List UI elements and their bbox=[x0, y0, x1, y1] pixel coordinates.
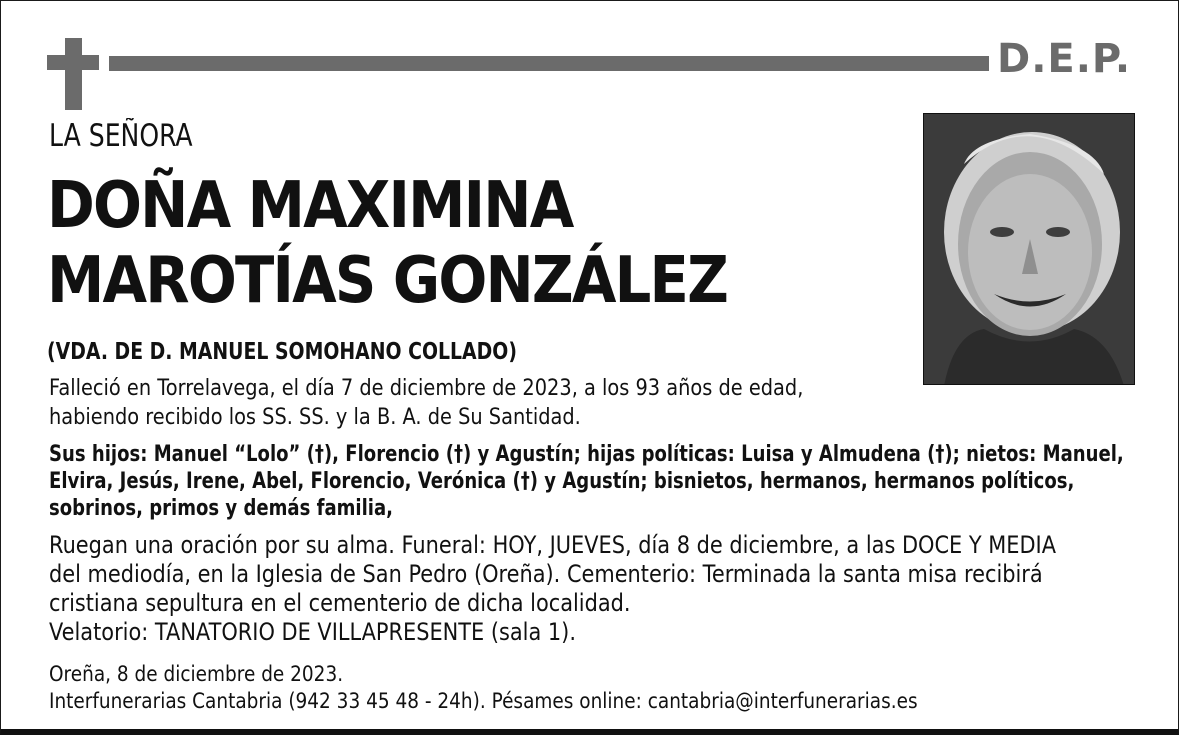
death-info bbox=[49, 374, 803, 432]
family-line-3: sobrinos, primos y demás familia, bbox=[49, 496, 394, 521]
widow-of: (VDA. DE D. MANUEL SOMOHANO COLLADO) bbox=[47, 339, 517, 365]
funeral-line-1: Ruegan una oración por su alma. Funeral: HOY, JUEVES, día 8 de diciembre, a las DOCE Y MEDIA bbox=[49, 531, 1057, 559]
deceased-title: LA SEÑORA bbox=[49, 118, 193, 154]
deceased-name bbox=[47, 169, 727, 319]
name-line-1: DOÑA MAXIMINA bbox=[47, 169, 573, 243]
dep-label: D.E.P. bbox=[997, 36, 1132, 82]
footer bbox=[49, 661, 918, 715]
family-list bbox=[49, 441, 1124, 522]
funeral-line-4: Velatorio: TANATORIO DE VILLAPRESENTE (sala 1). bbox=[49, 618, 576, 646]
funeral-home-contact: Interfunerarias Cantabria (942 33 45 48 - 24h). Pésames online: cantabria@interfunerarias.es bbox=[49, 689, 918, 713]
death-info-line-1: Falleció en Torrelavega, el día 7 de diciembre de 2023, a los 93 años de edad, bbox=[49, 376, 804, 401]
cross-icon bbox=[47, 38, 99, 110]
family-line-1: Sus hijos: Manuel “Lolo” (†), Florencio (†) y Agustín; hijas políticas: Luisa y Almudena (†); nietos: Manuel, bbox=[49, 442, 1124, 467]
place-date: Oreña, 8 de diciembre de 2023. bbox=[49, 662, 344, 686]
portrait-photo bbox=[923, 113, 1135, 385]
name-line-2: MAROTÍAS GONZÁLEZ bbox=[47, 244, 728, 318]
death-info-line-2: habiendo recibido los SS. SS. y la B. A. de Su Santidad. bbox=[49, 405, 581, 430]
funeral-line-2: del mediodía, en la Iglesia de San Pedro (Oreña). Cementerio: Terminada la santa misa recibirá bbox=[49, 560, 1043, 588]
family-line-2: Elvira, Jesús, Irene, Abel, Florencio, Verónica (†) y Agustín; bisnietos, hermanos, hermanos políticos, bbox=[49, 469, 1075, 494]
header-rule bbox=[109, 56, 989, 71]
funeral-line-3: cristiana sepultura en el cementerio de dicha localidad. bbox=[49, 589, 631, 617]
funeral-info bbox=[49, 531, 1056, 647]
portrait-image bbox=[924, 114, 1135, 385]
